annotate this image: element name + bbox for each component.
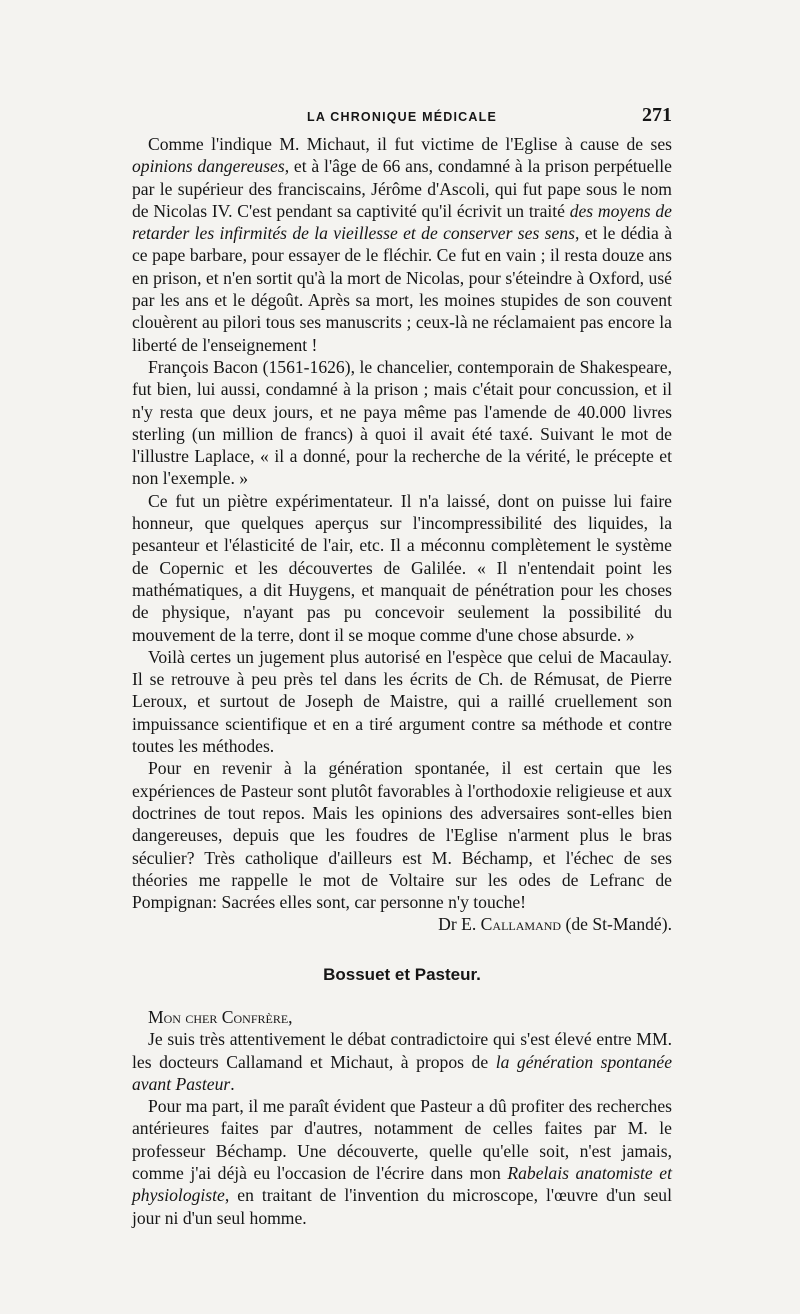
paragraph: Pour en revenir à la génération spontanée, il est certain que les expériences de Pasteur sont plutôt favorables à l'orthodoxie religieuse et aux doctrines de tout repos. Mais les opinions des adversaires sont-elles bien dangereuses, depuis que les foudres de l'Eglise n'arment plus le bras séculier? Très catholique d'ailleurs est M. Béchamp, et l'échec de ses théories me rappelle le mot de Voltaire sur les odes de Lefranc de Pompignan: Sacrées elles sont, car personne n'y touche! <box>132 758 672 913</box>
salutation: Mon cher Confrère, <box>148 1006 293 1027</box>
italic-phrase: la génération spontanée avant Pasteur <box>132 1051 673 1094</box>
signature: Dr E. Callamand (de St-Mandé). <box>438 914 672 935</box>
paragraph: Voilà certes un jugement plus autorisé en l'espèce que celui de Macaulay. Il se retrouve à peu près tel dans les écrits de Ch. de Rémusat, de Pierre Leroux, et surtout de Joseph de Maistre, qui a raillé cruellement son impuissance scientifique et en a tiré argument contre sa méthode et contre toutes les méthodes. <box>132 646 672 757</box>
running-title: LA CHRONIQUE MÉDICALE <box>306 110 497 124</box>
article-body <box>132 133 672 1229</box>
page-header <box>132 104 672 130</box>
section-title: Bossuet et Pasteur. <box>323 964 481 984</box>
paragraph: Comme l'indique M. Michaut, il fut victime de l'Eglise à cause de ses opinions dangereuses, et à l'âge de 66 ans, condamné à la prison perpétuelle par le supérieur des franciscains, Jérôme d'Ascoli, qui fut pape sous le nom de Nicolas IV. C'est pendant sa captivité qu'il écrivit un traité des moyens de retarder les infirmités de la vieillesse et de conserver ses sens, et le dédia à ce pape barbare, pour essayer de le fléchir. Ce fut en vain ; il resta douze ans en prison, et n'en sortit qu'à la mort de Nicolas, pour s'éteindre à Oxford, usé par les ans et le dégoût. Après sa mort, les moines stupides de son couvent clouèrent au pilori tous ses manuscrits ; ceux-là ne réclamaient pas encore la liberté de l'enseignement ! <box>132 134 673 355</box>
paragraph: Ce fut un piètre expérimentateur. Il n'a laissé, dont on puisse lui faire honneur, que quelques aperçus sur l'incompressibilité des liquides, la pesanteur et l'élasticité de l'air, etc. Il a méconnu complètement le système de Copernic et les découvertes de Galilée. « Il n'entendait point les mathématiques, a dit Huygens, et manquait de pénétration pour les choses de physique, n'ayant pas pu concevoir seulement la possibilité du mouvement de la terre, dont il se moque comme d'une chose absurde. » <box>132 490 672 645</box>
italic-title: des moyens de retarder les infirmités de la vieillesse et de conserver ses sens <box>132 200 672 244</box>
page-number: 271 <box>642 104 672 126</box>
paragraph: Je suis très attentivement le débat contradictoire qui s'est élevé entre MM. les docteurs Callamand et Michaut, à propos de la génération spontanée avant Pasteur. <box>132 1029 673 1094</box>
paragraph: Pour ma part, il me paraît évident que Pasteur a dû profiter des recherches antérieures faites par d'autres, notamment de celles faites par M. le professeur Béchamp. Une découverte, quelle qu'elle soit, n'est jamais, comme j'ai déjà eu l'occasion de l'écrire dans mon Rabelais anatomiste et physiologiste, en traitant de l'invention du microscope, l'œuvre d'un seul jour ni d'un seul homme. <box>132 1096 673 1228</box>
italic-title: Rabelais anatomiste et physiologiste <box>132 1163 673 1206</box>
italic-phrase: opinions dangereuses <box>132 156 285 177</box>
paragraph: François Bacon (1561-1626), le chancelier, contemporain de Shakespeare, fut bien, lui aussi, condamné à la prison ; mais c'était pour concussion, et il n'y resta que deux jours, et ne paya même pas l'amende de 40.000 livres sterling (un million de francs) à quoi il avait été taxé. Suivant le mot de l'illustre Laplace, « il a donné, pour la recherche de la vérité, le précepte et non l'exemple. » <box>132 356 672 489</box>
